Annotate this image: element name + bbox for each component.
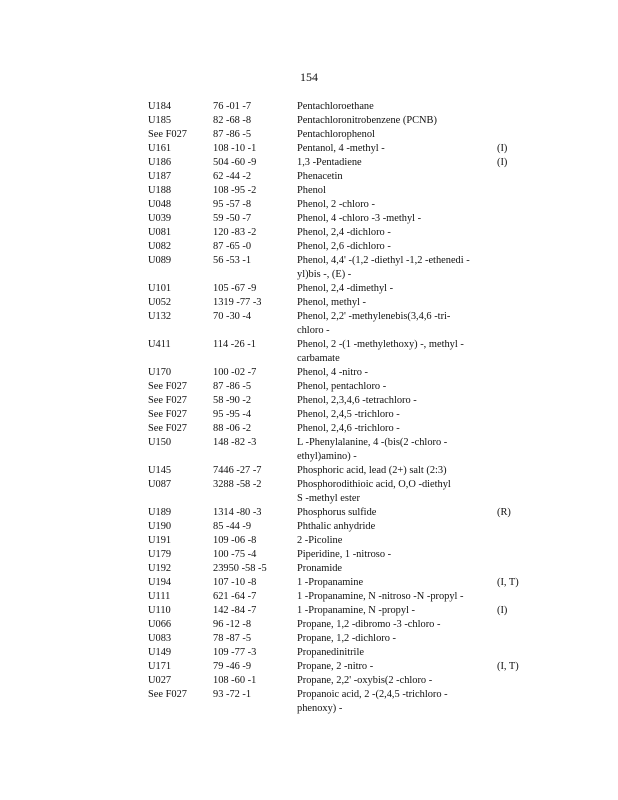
table-row [0,576,618,590]
substance-name [297,660,487,674]
cas-number: 87 -65 -0 [213,241,252,252]
waste-code: U170 [148,367,172,378]
cas-number: 95 -57 -8 [213,199,252,210]
table-row [0,590,618,604]
substance-name-line: Phosphoric acid, lead (2+) salt (2:3) [297,465,447,476]
substance-name [297,618,487,632]
table-row [0,646,618,660]
substance-name [297,184,487,198]
substance-name [297,338,487,366]
substance-name [297,632,487,646]
substance-name-continuation: carbamate [297,353,340,364]
waste-code: U101 [148,283,172,294]
table-row [0,506,618,520]
substance-name [297,282,487,296]
waste-code: U081 [148,227,172,238]
waste-code: U083 [148,633,172,644]
substance-name-line: Phenol, 2,4 -dichloro - [297,227,391,238]
substance-name-line: Phenol, 2,6 -dichloro - [297,241,391,252]
table-row [0,128,618,142]
waste-code: U132 [148,311,172,322]
substance-name [297,240,487,254]
waste-code: U027 [148,675,172,686]
waste-code: U110 [148,605,171,616]
substance-name-line: Pronamide [297,563,343,574]
table-row [0,170,618,184]
substance-name [297,100,487,114]
table-row [0,282,618,296]
table-row [0,226,618,240]
table-row [0,478,618,506]
table-row [0,142,618,156]
table-row [0,394,618,408]
substance-name-line: Phenol, 2,4,6 -trichloro - [297,423,400,434]
table-row [0,604,618,618]
table-row [0,380,618,394]
substance-name-line: Phenol, methyl - [297,297,366,308]
substance-name [297,534,487,548]
cas-number: 62 -44 -2 [213,171,252,182]
table-row [0,254,618,282]
substance-name-line: Propane, 2 -nitro - [297,661,374,672]
substance-name-line: Phenol, 2,4 -dimethyl - [297,283,394,294]
substance-name [297,548,487,562]
waste-code: U186 [148,157,172,168]
substance-name-line: Propane, 2,2' -oxybis(2 -chloro - [297,675,433,686]
substance-name-line: Propanoic acid, 2 -(2,4,5 -trichloro - [297,689,448,700]
cas-number: 100 -02 -7 [213,367,257,378]
table-row [0,520,618,534]
waste-code: U161 [148,143,172,154]
substance-name [297,478,487,506]
waste-code: U184 [148,101,172,112]
cas-number: 93 -72 -1 [213,689,252,700]
cas-number: 100 -75 -4 [213,549,257,560]
cas-number: 70 -30 -4 [213,311,252,322]
cas-number: 109 -06 -8 [213,535,257,546]
table-row [0,100,618,114]
substance-name-continuation: ethyl)amino) - [297,451,357,462]
substance-name [297,422,487,436]
substance-name-line: Propanedinitrile [297,647,364,658]
substance-name-line: Phenol, 2 -(1 -methylethoxy) -, methyl - [297,339,464,350]
substance-name-continuation: chloro - [297,325,330,336]
cas-number: 58 -90 -2 [213,395,252,406]
cas-number: 76 -01 -7 [213,101,252,112]
cas-number: 87 -86 -5 [213,381,252,392]
cas-number: 79 -46 -9 [213,661,252,672]
cas-number: 107 -10 -8 [213,577,257,588]
waste-code: U188 [148,185,172,196]
table-row [0,688,618,716]
substance-name-line: Phenol, 2 -chloro - [297,199,375,210]
waste-code: U192 [148,563,172,574]
table-row [0,660,618,674]
cas-number: 96 -12 -8 [213,619,252,630]
waste-code: See F027 [148,381,187,392]
table-row [0,240,618,254]
cas-number: 87 -86 -5 [213,129,252,140]
table-row [0,156,618,170]
substance-name-line: L -Phenylalanine, 4 -(bis(2 -chloro - [297,437,448,448]
waste-code: U191 [148,535,172,546]
substance-name [297,408,487,422]
substance-name-line: Pentachloronitrobenzene (PCNB) [297,115,437,126]
substance-name-line: Phosphorodithioic acid, O,O -diethyl [297,479,451,490]
substance-name [297,142,487,156]
substance-name [297,366,487,380]
cas-number: 504 -60 -9 [213,157,257,168]
cas-number: 23950 -58 -5 [213,563,267,574]
table-row [0,338,618,366]
cas-number: 1319 -77 -3 [213,297,262,308]
substance-name [297,576,487,590]
substance-name [297,212,487,226]
substance-name [297,506,487,520]
waste-code: See F027 [148,423,187,434]
waste-code: U187 [148,171,172,182]
cas-number: 108 -10 -1 [213,143,257,154]
waste-code: U048 [148,199,172,210]
substance-name [297,604,487,618]
table-row [0,198,618,212]
substance-name-line: Propane, 1,2 -dibromo -3 -chloro - [297,619,441,630]
table-row [0,464,618,478]
substance-name-line: Phenol, 2,2' -methylenebis(3,4,6 -tri- [297,311,451,322]
substance-name-line: Phenol, pentachloro - [297,381,387,392]
waste-code: See F027 [148,129,187,140]
hazard-code: (I, T) [497,661,519,672]
waste-code: U082 [148,241,172,252]
waste-code: U189 [148,507,172,518]
substance-name-line: Phenacetin [297,171,343,182]
cas-number: 109 -77 -3 [213,647,257,658]
substance-name-line: Pentachlorophenol [297,129,375,140]
waste-code: See F027 [148,395,187,406]
cas-number: 108 -60 -1 [213,675,257,686]
substance-name [297,562,487,576]
waste-code: U185 [148,115,172,126]
substance-name [297,590,487,604]
page-number: 154 [300,70,318,84]
substance-name [297,226,487,240]
substance-name-continuation: phenoxy) - [297,703,343,714]
substance-name-line: Phenol, 2,4,5 -trichloro - [297,409,400,420]
substance-name-line: 1 -Propanamine [297,577,364,588]
table-row [0,310,618,338]
cas-number: 105 -67 -9 [213,283,257,294]
table-row [0,296,618,310]
table-row [0,184,618,198]
substance-name-line: Phenol, 4 -chloro -3 -methyl - [297,213,422,224]
cas-number: 1314 -80 -3 [213,507,262,518]
waste-code: U066 [148,619,172,630]
substance-name-line: 1,3 -Pentadiene [297,157,362,168]
cas-number: 142 -84 -7 [213,605,257,616]
cas-number: 85 -44 -9 [213,521,252,532]
table-row [0,674,618,688]
substance-name [297,688,487,716]
waste-code: See F027 [148,689,187,700]
cas-number: 56 -53 -1 [213,255,252,266]
waste-code: U179 [148,549,172,560]
substance-name [297,254,487,282]
waste-code: U149 [148,647,172,658]
table-row [0,422,618,436]
waste-code: U171 [148,661,172,672]
hazard-code: (I) [497,157,508,168]
cas-number: 108 -95 -2 [213,185,257,196]
table-row [0,408,618,422]
waste-code: See F027 [148,409,187,420]
substance-name [297,114,487,128]
waste-code: U190 [148,521,172,532]
table-row [0,212,618,226]
hazardous-waste-table [0,100,618,716]
table-row [0,618,618,632]
substance-name-continuation: yl)bis -, (E) - [297,269,352,280]
substance-name-line: Phenol [297,185,326,196]
substance-name [297,436,487,464]
substance-name [297,674,487,688]
substance-name-continuation: S -methyl ester [297,493,360,504]
cas-number: 88 -06 -2 [213,423,252,434]
substance-name-line: Piperidine, 1 -nitroso - [297,549,392,560]
table-row [0,562,618,576]
substance-name-line: Pentachloroethane [297,101,374,112]
cas-number: 95 -95 -4 [213,409,252,420]
table-row [0,114,618,128]
table-row [0,436,618,464]
waste-code: U194 [148,577,172,588]
substance-name-line: Phenol, 4 -nitro - [297,367,368,378]
substance-name-line: Phenol, 2,3,4,6 -tetrachloro - [297,395,417,406]
cas-number: 148 -82 -3 [213,437,257,448]
substance-name-line: Pentanol, 4 -methyl - [297,143,385,154]
substance-name [297,464,487,478]
table-row [0,534,618,548]
waste-code: U087 [148,479,172,490]
waste-code: U411 [148,339,171,350]
cas-number: 120 -83 -2 [213,227,257,238]
cas-number: 3288 -58 -2 [213,479,262,490]
substance-name [297,170,487,184]
waste-code: U111 [148,591,171,602]
substance-name [297,310,487,338]
substance-name-line: Phthalic anhydride [297,521,376,532]
waste-code: U039 [148,213,172,224]
waste-code: U052 [148,297,172,308]
cas-number: 7446 -27 -7 [213,465,262,476]
waste-code: U150 [148,437,172,448]
substance-name [297,380,487,394]
cas-number: 621 -64 -7 [213,591,257,602]
substance-name-line: 2 -Picoline [297,535,343,546]
substance-name-line: 1 -Propanamine, N -propyl - [297,605,416,616]
cas-number: 82 -68 -8 [213,115,252,126]
substance-name-line: Phosphorus sulfide [297,507,377,518]
substance-name [297,156,487,170]
hazard-code: (I) [497,143,508,154]
waste-code: U145 [148,465,172,476]
table-row [0,632,618,646]
substance-name [297,394,487,408]
substance-name-line: Propane, 1,2 -dichloro - [297,633,396,644]
substance-name-line: 1 -Propanamine, N -nitroso -N -propyl - [297,591,464,602]
cas-number: 114 -26 -1 [213,339,256,350]
substance-name [297,296,487,310]
substance-name [297,646,487,660]
cas-number: 78 -87 -5 [213,633,252,644]
substance-name [297,128,487,142]
substance-name [297,520,487,534]
cas-number: 59 -50 -7 [213,213,252,224]
substance-name [297,198,487,212]
hazard-code: (R) [497,507,511,518]
table-row [0,548,618,562]
waste-code: U089 [148,255,172,266]
substance-name-line: Phenol, 4,4' -(1,2 -diethyl -1,2 -ethenedi - [297,255,470,266]
table-row [0,366,618,380]
hazard-code: (I) [497,605,508,616]
hazard-code: (I, T) [497,577,519,588]
